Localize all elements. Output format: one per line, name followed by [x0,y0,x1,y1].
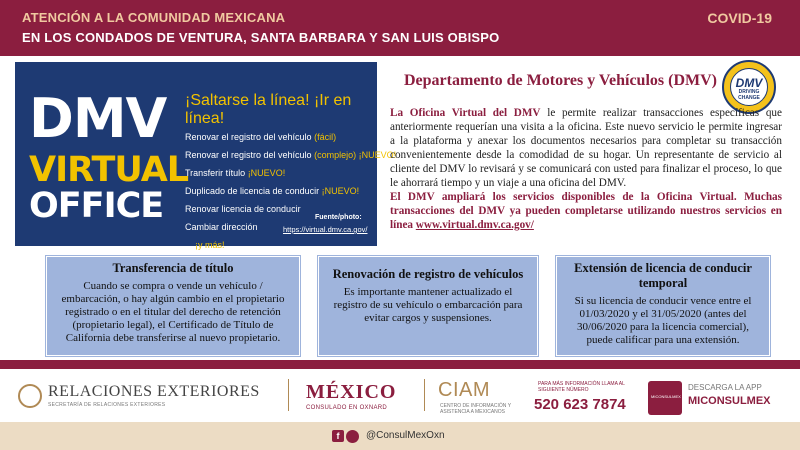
header-line-2: EN LOS CONDADOS DE VENTURA, SANTA BARBARA Y SAN LUIS OBISPO [22,30,500,45]
card-registration-renewal [318,256,538,356]
banner-service-item: Transferir título ¡NUEVO! [185,168,286,178]
banner-service-item: ... ¡y más! [185,240,225,250]
logo-separator [288,379,289,411]
social-handle[interactable]: @ConsulMexOxn [366,430,445,441]
banner-service-item: Cambiar dirección [185,222,258,232]
mexico-title: MÉXICO [306,381,397,403]
app-name[interactable]: MICONSULMEX [688,395,771,407]
card-title: Renovación de registro de vehículos [332,267,524,281]
banner-source-link[interactable]: https://virtual.dmv.ca.gov/ [283,225,368,234]
header-bar [0,0,800,56]
banner-virtual-word: VIRTUAL [29,150,189,190]
card-title: Extensión de licencia de conducir temporal [574,261,752,290]
phone-number[interactable]: 520 623 7874 [534,396,626,413]
banner-service-item: Renovar licencia de conducir [185,204,301,214]
card-title: Transferencia de título [112,261,234,275]
dmv-virtual-link[interactable]: www.virtual.dmv.ca.gov/ [415,219,534,231]
logo-separator [424,379,425,411]
header-line-1: ATENCIÓN A LA COMUNIDAD MEXICANA [22,10,286,25]
banner-slogan: ¡Saltarse la línea! ¡Ir en línea! [185,92,352,127]
card-body: Cuando se compra o vende un vehículo / embarcación, o hay algún cambio en el propietario registrado o en el titular del derecho de retención (propietario legal), el Certificado de Título de California debe transferirse al nuevo propietario. [61,280,285,344]
seal-text: DMV [735,76,763,90]
card-body: Es importante mantener actualizado el registro de su vehículo o embarcación para evitar cargos y suspensiones. [333,286,523,324]
body-paragraph-1: La Oficina Virtual del DMV le permite realizar transacciones específicas que anteriormente requerían una visita a la oficina. Este nuevo servicio le permite ingresar a la plataforma y anexar los documentos necesarios para completar su transacción convenientemente desde la comodidad de su hogar. Un representante de servicio al cliente del DMV lo revisará y se comunicará con usted para finalizar el proceso, lo que le ahorrará tiempo y un viaje a una oficina del DMV. [390,107,782,189]
card-title-transfer [46,256,300,356]
banner-office-word: OFFICE [29,186,164,226]
banner-service-item: Duplicado de licencia de conducir ¡NUEVO! [185,186,360,196]
body-text [390,106,782,232]
banner-service-item: Renovar el registro del vehículo (fácil) [185,132,337,142]
body-paragraph-2: El DMV ampliará los servicios disponibles de la Oficina Virtual. Muchas transacciones del DMV ya pueden completarse utilizando nuestros servicios en línea www.virtual.dmv.ca.gov/ [390,191,782,231]
relaciones-exteriores-subtitle: SECRETARÍA DE RELACIONES EXTERIORES [48,402,166,408]
facebook-icon[interactable]: f [332,430,344,442]
ciam-title: CIAM [438,379,490,401]
divider-bar [0,360,800,369]
banner-dmv-word: DMV [29,87,167,150]
miconsulmex-app-icon[interactable]: MICONSULMEX [648,381,682,415]
footer-bar [0,422,800,450]
eagle-emblem-icon [18,384,42,408]
relaciones-exteriores-title: RELACIONES EXTERIORES [48,383,260,400]
banner-service-item: Renovar el registro del vehículo (complejo) ¡NUEVO! [185,150,397,160]
logo-strip [0,369,800,421]
card-body: Si su licencia de conducir vence entre el 01/03/2020 y el 31/05/2020 (antes del 30/06/2020 para la licencia comercial), puede calificar para una extensión. [574,295,752,346]
banner-service-list [185,128,396,254]
banner-source-label: Fuente/photo: [315,214,362,221]
dmv-virtual-office-banner [15,62,397,250]
covid-label: COVID-19 [707,10,772,26]
phone-label: PARA MÁS INFORMACIÓN LLAMA AL SIGUIENTE NÚMERO [538,381,625,393]
consulado-subtitle: CONSULADO EN OXNARD [306,405,388,411]
seal-subtext: DRIVING CHANGE [738,89,760,101]
twitter-icon[interactable] [346,430,359,443]
card-license-extension [556,256,770,356]
ciam-subtitle: CENTRO DE INFORMACIÓN Y ASISTENCIA A MEXICANOS [440,403,511,415]
dept-title: Departamento de Motores y Vehículos (DMV) [404,72,717,89]
app-download-label: DESCARGA LA APP [688,383,762,392]
